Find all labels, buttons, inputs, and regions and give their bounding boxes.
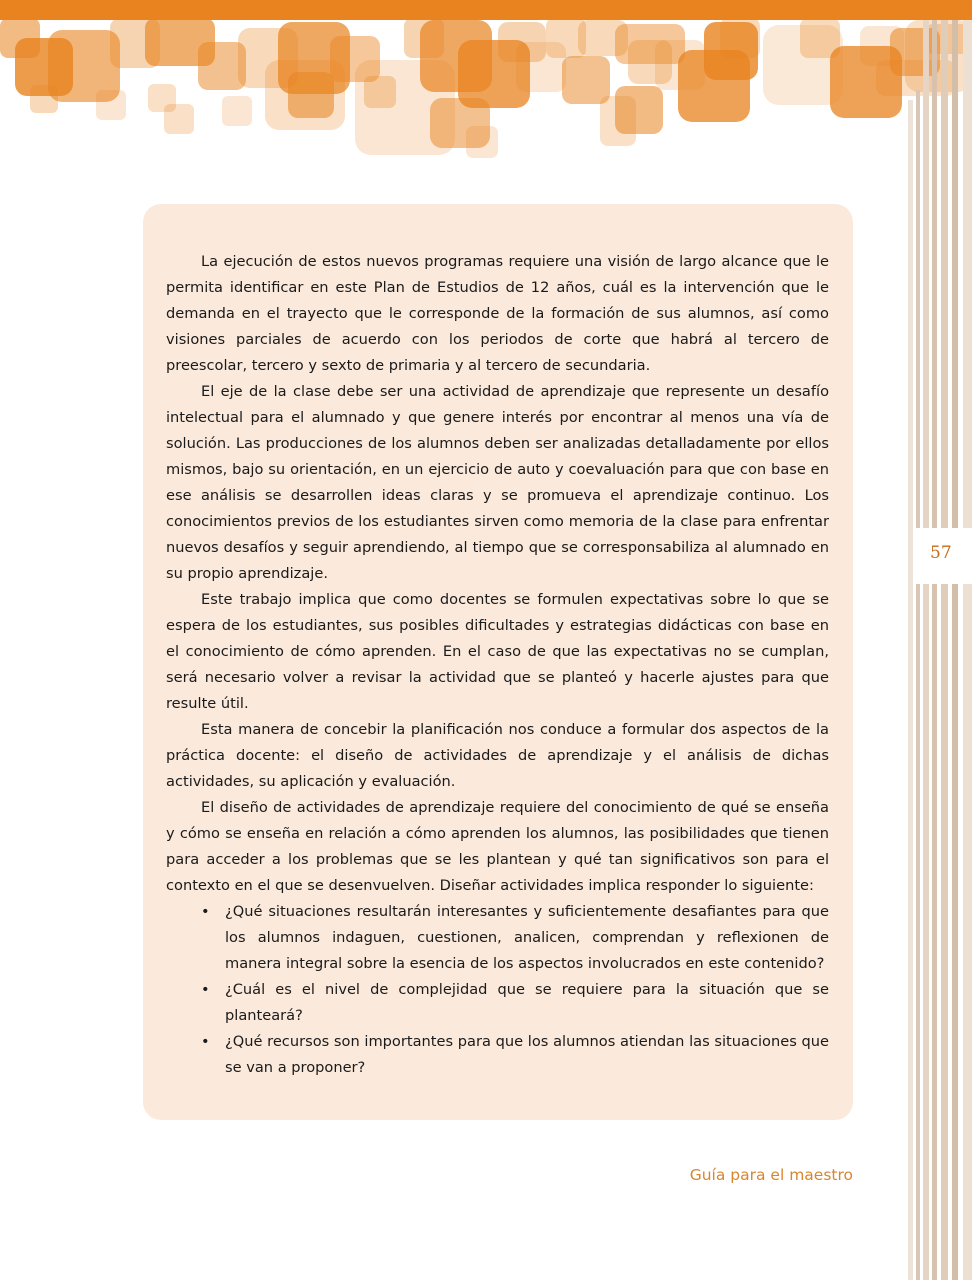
bullet-icon: • bbox=[201, 1033, 210, 1050]
bullet-icon: • bbox=[201, 903, 210, 920]
list-item-text: ¿Cuál es el nivel de complejidad que se requiere para la situación que se planteará? bbox=[225, 981, 829, 1024]
paragraph: Este trabajo implica que como docentes se formulen expectativas sobre lo que se espera de los estudiantes, sus posibles dificultades y estrategias didácticas con base en el conocimiento de cómo aprenden. En el caso de que las expectativas no se cumplan, será necesario volver a revisar la actividad que se planteó y hacerle ajustes para que resulte útil. bbox=[166, 591, 829, 712]
paragraph: El diseño de actividades de aprendizaje requiere del conocimiento de qué se enseña y cómo se enseña en relación a cómo aprenden los alumnos, las posibilidades que tienen para acceder a los problemas que se les plantean y qué tan significativos son para el contexto en el que se desenvuelven. Diseñar actividades implica responder lo siguiente: bbox=[166, 799, 829, 894]
side-stripes bbox=[908, 20, 972, 1280]
list-item bbox=[201, 977, 829, 1029]
bullet-icon: • bbox=[201, 981, 210, 998]
paragraph: El eje de la clase debe ser una actividad de aprendizaje que represente un desafío intelectual para el alumnado y que genere interés por encontrar al menos una vía de solución. Las producciones de los alumnos deben ser analizadas detalladamente por ellos mismos, bajo su orientación, en un ejercicio de auto y coevaluación para que con base en ese análisis se desarrollen ideas claras y se promueva el aprendizaje continuo. Los conocimientos previos de los estudiantes sirven como memoria de la clase para enfrentar nuevos desafíos y seguir aprendiendo, al tiempo que se corresponsabiliza al alumnado en su propio aprendizaje. bbox=[166, 383, 829, 582]
list-item-text: ¿Qué recursos son importantes para que los alumnos atiendan las situaciones que se van a proponer? bbox=[225, 1033, 829, 1076]
list-item bbox=[201, 1029, 829, 1081]
question-list bbox=[166, 899, 829, 1081]
list-item bbox=[201, 899, 829, 977]
header-decorative-squares bbox=[0, 0, 972, 170]
page-number: 57 bbox=[930, 543, 952, 563]
main-text bbox=[166, 249, 829, 1081]
list-item-text: ¿Qué situaciones resultarán interesantes y suficientemente desafiantes para que los alumnos indaguen, cuestionen, analicen, comprendan y reflexionen de manera integral sobre la esencia de los aspectos involucrados en este contenido? bbox=[225, 903, 829, 972]
paragraph: La ejecución de estos nuevos programas requiere una visión de largo alcance que le permita identificar en este Plan de Estudios de 12 años, cuál es la intervención que le demanda en el trayecto que le corresponde de la formación de sus alumnos, así como visiones parciales de acuerdo con los periodos de corte que habrá al tercero de preescolar, tercero y sexto de primaria y al tercero de secundaria. bbox=[166, 253, 829, 374]
paragraph: Esta manera de concebir la planificación nos conduce a formular dos aspectos de la práctica docente: el diseño de actividades de aprendizaje y el análisis de dichas actividades, su aplicación y evaluación. bbox=[166, 721, 829, 790]
footer-title: Guía para el maestro bbox=[689, 1166, 853, 1184]
